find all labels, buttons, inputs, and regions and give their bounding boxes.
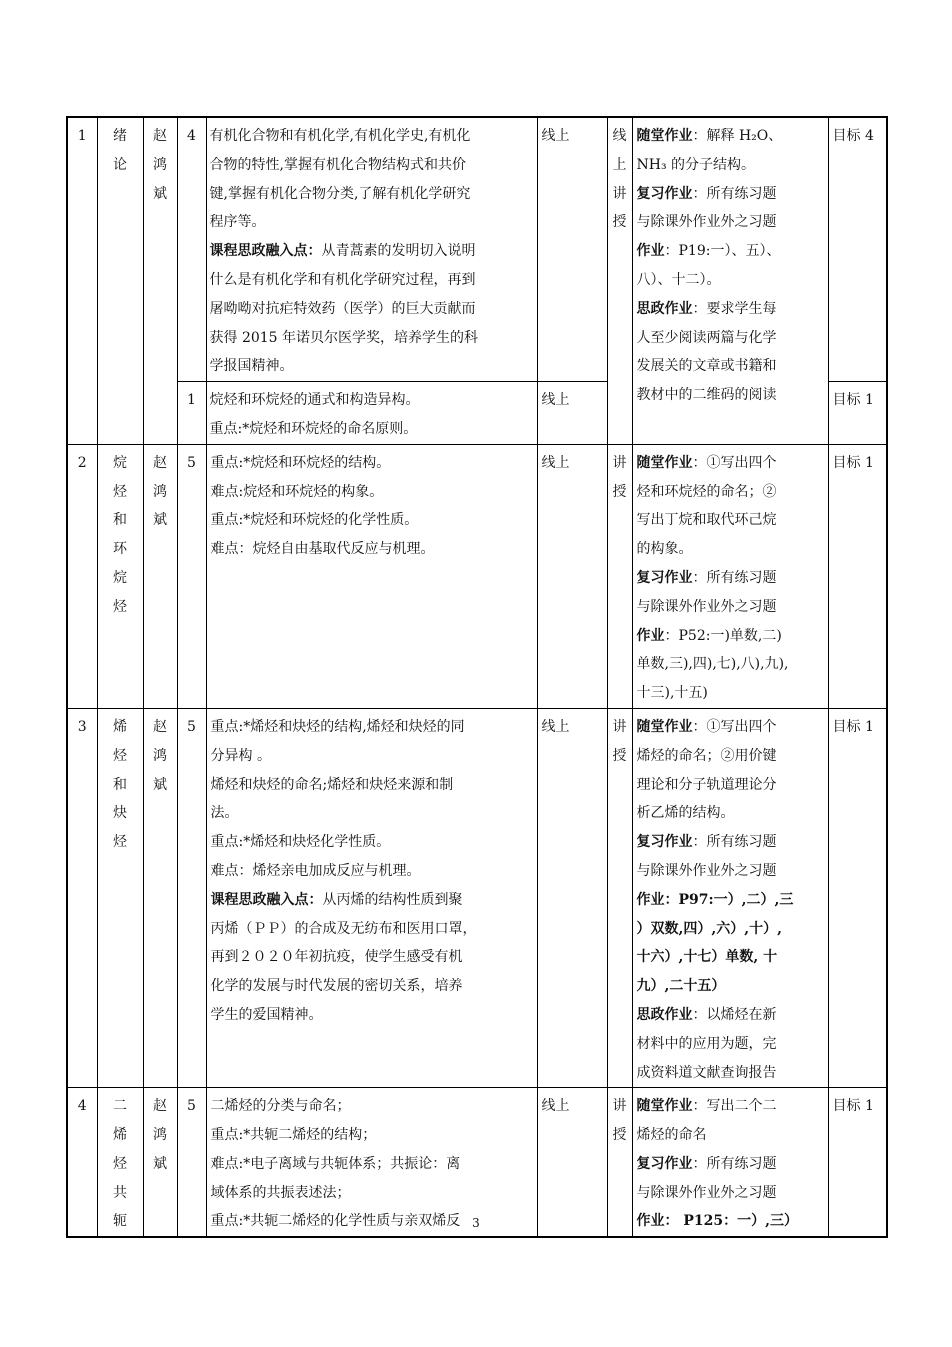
hours: 4: [177, 117, 206, 382]
row-number: 4: [67, 1088, 97, 1237]
table-row: [67, 444, 887, 708]
delivery-mode: 线上: [537, 444, 607, 708]
teaching-method: 讲 授: [607, 708, 632, 1087]
page-number: 3: [472, 1216, 480, 1230]
homework-cell: 随堂作业：①写出四个 烃和环烷烃的命名；② 写出丁烷和取代环己烷 的构象。 复习作业：所有练习题 与除课外作业外之习题 作业：P52:一)单数,二) 单数,三),四),七),八),九), 十三),十五): [632, 444, 828, 708]
chapter-title: 绪 论: [97, 117, 143, 444]
goal-cell: 目标 1: [828, 1088, 887, 1237]
teacher-name: 赵 鸿 斌: [143, 444, 177, 708]
teaching-method: 讲 授: [607, 444, 632, 708]
content-cell: 二烯烃的分类与命名； 重点:*共轭二烯烃的结构； 难点:*电子离域与共轭体系；共振论：离 域体系的共振表述法； 重点:*共轭二烯烃的化学性质与亲双烯反: [206, 1088, 537, 1237]
goal-cell: 目标 1: [828, 382, 887, 445]
hours: 5: [177, 444, 206, 708]
table-row: [67, 117, 887, 382]
teaching-method: 讲 授: [607, 1088, 632, 1237]
goal-cell: 目标 1: [828, 444, 887, 708]
homework-cell: 随堂作业：写出二个二 烯烃的命名 复习作业：所有练习题 与除课外作业外之习题 作业： P125：一）,三）: [632, 1088, 828, 1237]
homework-cell: 随堂作业：①写出四个 烯烃的命名；②用价键 理论和分子轨道理论分 析乙烯的结构。 复习作业：所有练习题 与除课外作业外之习题 作业：P97:一）,二）,三 ）双数,四）,六）,十）, 十六）,十七）单数, 十 九）,二十五） 思政作业：以烯烃在新 材料中的应用为题，完 成资料道文献查询报告: [632, 708, 828, 1087]
row-number: 3: [67, 708, 97, 1087]
teacher-name: 赵 鸿 斌: [143, 1088, 177, 1237]
teaching-method: 线 上 讲 授: [607, 117, 632, 444]
chapter-title: 烯 烃 和 炔 烃: [97, 708, 143, 1087]
hours: 5: [177, 708, 206, 1087]
content-cell: 重点:*烷烃和环烷烃的结构。 难点:烷烃和环烷烃的构象。 重点:*烷烃和环烷烃的化学性质。 难点：烷烃自由基取代反应与机理。: [206, 444, 537, 708]
content-cell: 重点:*烯烃和炔烃的结构,烯烃和炔烃的同 分异构 。 烯烃和炔烃的命名;烯烃和炔烃来源和制 法。 重点:*烯烃和炔烃化学性质。 难点：烯烃亲电加成反应与机理。 课程思政融入点：从丙烯的结构性质到聚 丙烯（ＰＰ）的合成及无纺布和医用口罩， 再到２０２０年初抗疫，使学生感受有机 化学的发展与时代发展的密切关系，培养 学生的爱国精神。: [206, 708, 537, 1087]
teacher-name: 赵 鸿 斌: [143, 708, 177, 1087]
hours: 1: [177, 382, 206, 445]
goal-cell: 目标 4: [828, 117, 887, 382]
row-number: 2: [67, 444, 97, 708]
delivery-mode: 线上: [537, 1088, 607, 1237]
hours: 5: [177, 1088, 206, 1237]
content-cell: 有机化合物和有机化学,有机化学史,有机化 合物的特性,掌握有机化合物结构式和共价 键,掌握有机化合物分类,了解有机化学研究 程序等。 课程思政融入点：从青蒿素的发明切入说明 什么是有机化学和有机化学研究过程，再到 屠呦呦对抗疟特效药（医学）的巨大贡献而 获得 2015 年诺贝尔医学奖，培养学生的科 学报国精神。: [206, 117, 537, 382]
teacher-name: 赵 鸿 斌: [143, 117, 177, 444]
table-row: [67, 708, 887, 1087]
table-row: [67, 1088, 887, 1237]
delivery-mode: 线上: [537, 382, 607, 445]
row-number: 1: [67, 117, 97, 444]
goal-cell: 目标 1: [828, 708, 887, 1087]
homework-cell: 随堂作业：解释 H₂O、 NH₃ 的分子结构。 复习作业：所有练习题 与除课外作业外之习题 作业：P19:一）、五）、 八）、十二）。 思政作业：要求学生每 人至少阅读两篇与化学 发展关的文章或书籍和 教材中的二维码的阅读: [632, 117, 828, 444]
delivery-mode: 线上: [537, 708, 607, 1087]
content-cell: 烷烃和环烷烃的通式和构造异构。 重点:*烷烃和环烷烃的命名原则。: [206, 382, 537, 445]
course-schedule-table: [66, 116, 888, 1238]
chapter-title: 二 烯 烃 共 轭: [97, 1088, 143, 1237]
delivery-mode: 线上: [537, 117, 607, 382]
chapter-title: 烷 烃 和 环 烷 烃: [97, 444, 143, 708]
